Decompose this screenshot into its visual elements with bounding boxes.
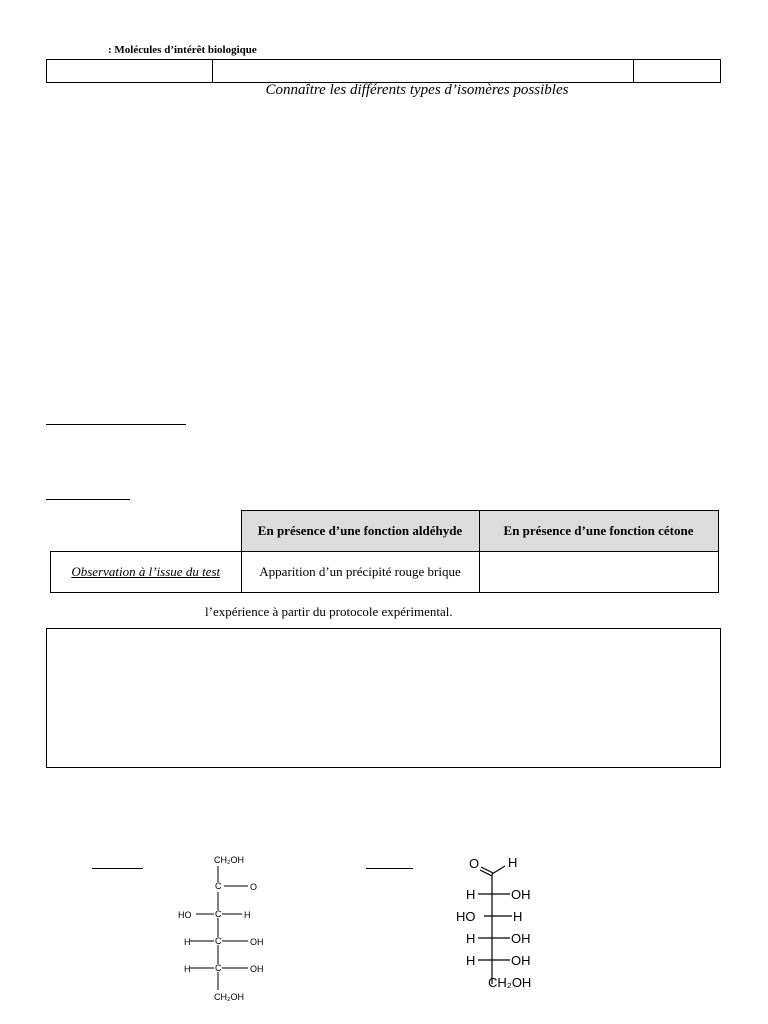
section-underline-1 [46,424,186,425]
objective: Connaître les différents types d’isomères possibles [265,82,569,98]
molecule-label-underline-2 [366,868,413,869]
glucose-bottom: CH₂OH [488,975,532,990]
glucose-row3-left: H [466,931,476,946]
molecule-label-underline-1 [92,868,143,869]
fructose-row3-right: OH [250,964,264,974]
glucose-row4-left: H [466,953,476,968]
glucose-row2-left: HO [456,909,476,924]
chapter-title: : Molécules d’intérêt biologique [108,44,257,56]
fructose-row2-left: H [184,937,191,947]
cell-cetone [479,552,718,593]
fructose-row1-left: HO [178,910,192,920]
row-label: Observation à l’issue du test [71,564,221,579]
fructose-row2-right: OH [250,937,264,947]
fructose-carbon-3: C [215,909,222,919]
fructose-c2-oxygen: O [250,882,258,892]
fructose-top: CH₂OH [214,855,244,865]
glucose-aldehyde-h: H [508,855,518,870]
fructose-row3-left: H [184,964,191,974]
header-cell-2 [212,60,634,82]
fructose-structure [170,850,280,1010]
header-table [46,59,721,83]
answer-box[interactable] [46,628,721,768]
glucose-aldehyde-o: O [469,856,480,871]
fructose-carbon-4: C [215,936,222,946]
fructose-row1-right: H [244,910,251,920]
header-cell-1 [47,60,213,82]
fructose-carbon-5: C [215,963,222,973]
glucose-row1-right: OH [511,887,531,902]
fructose-bottom: CH₂OH [214,992,244,1002]
glucose-row2-right: H [513,909,523,924]
cell-aldehyde: Apparition d’un précipité rouge brique [241,552,479,593]
instruction: l’expérience à partir du protocole expérimental. [205,604,453,619]
column-header-cetone: En présence d’une fonction cétone [479,511,718,552]
test-table [50,510,719,593]
fructose-carbon-2: C [215,881,222,891]
glucose-row1-left: H [466,887,476,902]
glucose-structure [450,850,560,995]
section-underline-2 [46,499,130,500]
column-header-aldehyde: En présence d’une fonction aldéhyde [241,511,479,552]
glucose-row3-right: OH [511,931,531,946]
glucose-row4-right: OH [511,953,531,968]
row-label-cell [51,552,242,593]
empty-corner [51,511,242,552]
